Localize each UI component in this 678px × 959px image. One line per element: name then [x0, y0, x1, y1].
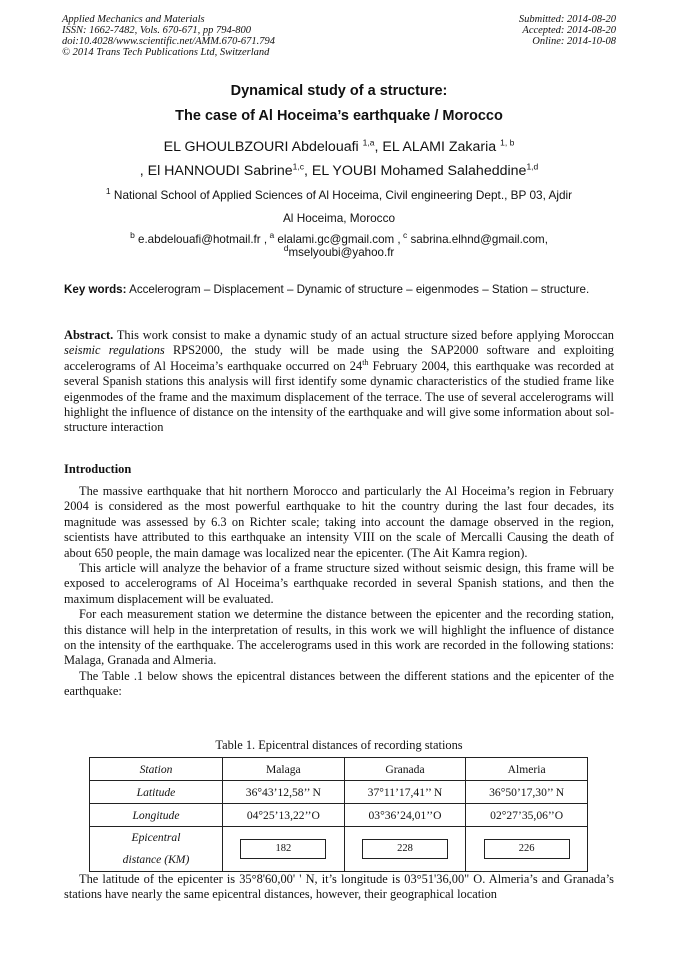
email-a: elalami.gc@gmail.com , [274, 233, 401, 246]
latitude-almeria: 36°50’17,30’’ N [466, 781, 588, 804]
submitted-date: Submitted: 2014-08-20 [518, 14, 616, 25]
email-c: sabrina.elhnd@gmail.com, [407, 233, 548, 246]
epicentral-almeria-cell [466, 827, 588, 872]
issn: ISSN: 1662-7482, Vols. 670-671, pp 794-800 [62, 25, 251, 36]
intro-paragraph-2: This article will analyze the behavior of a frame structure sized without seismic design, this frame will be exposed to accelerograms of Al Hoceima’s earthquake recorded in several Spanish stations, and then the maximum displacement will be evaluated. [64, 561, 614, 606]
copyright: © 2014 Trans Tech Publications Ltd, Switzerland [62, 47, 270, 58]
author-2-sup: 1, b [500, 137, 515, 148]
author-1: EL GHOULBZOURI Abdelouafi [163, 139, 363, 155]
intro-paragraph-4: The Table .1 below shows the epicentral distances between the different stations and the epicenter of the earthquake: [64, 668, 614, 699]
accepted-date: Accepted: 2014-08-20 [522, 25, 616, 36]
epicentral-granada: 228 [362, 839, 448, 859]
epicentral-malaga-cell [223, 827, 345, 872]
latitude-label: Latitude [90, 781, 223, 804]
post-table-text [64, 872, 614, 903]
author-4: , EL YOUBI Mohamed Salaheddine [304, 163, 527, 179]
journal-header [62, 14, 275, 58]
paper-title-line-2: The case of Al Hoceima’s earthquake / Morocco [175, 108, 503, 124]
abstract-part-2: RPS2000, the study will be made using the SAP2000 software and exploiting accelerograms of Al Hoceima’s earthquake occurred on 24 [64, 343, 614, 373]
table-row-latitude [90, 781, 588, 804]
keywords [64, 283, 614, 297]
abstract [64, 328, 614, 436]
authors-line-1 [0, 139, 678, 155]
longitude-granada: 03°36’24,01’’O [344, 804, 466, 827]
abstract-label: Abstract. [64, 328, 114, 342]
epicentral-almeria: 226 [484, 839, 570, 859]
epicentral-label-line-2: distance (KM) [122, 853, 190, 866]
abstract-part-3: February 2004, this earthquake was recorded at several Spanish stations this analysis will first identify some dynamic characteristics of the studied frame like eigenmodes of the frame and the maximum displacement of the terrace. The use of several accelerograms will highlight the influence of distance on the intensity of the earthquake and will give some information about sol-structure interaction [64, 358, 614, 435]
author-2: , EL ALAMI Zakaria [374, 139, 501, 155]
keywords-label: Key words: [64, 283, 127, 296]
email-b-sup: b [130, 230, 135, 241]
post-table-paragraph: The latitude of the epicenter is 35°8'60,00' ' N, it’s longitude is 03°51'36,00" O. Almeria’s and Granada’s stations have nearly the same epicentral distances, however, their geographical location [64, 872, 614, 902]
online-date: Online: 2014-10-08 [532, 36, 616, 47]
intro-paragraph-1: The massive earthquake that hit northern Morocco and particularly the Al Hoceima’s region in February 2004 is considered as the most powerful earthquake to hit the country during the last four decades, its magnitude was assessed by 6.3 on Richter scale; taking into account the damage observed in the region, scientists have attributed to this earthquake an intensity VIII on the scale of Mercalli Causing the death of about 650 people, the main damage was localized near the epicenter. (The Ait Kamra region). [64, 484, 614, 560]
author-1-sup: 1,a [362, 137, 375, 148]
dates-header [519, 14, 616, 47]
affiliation-sup: 1 [105, 186, 111, 197]
email-c-sup: c [400, 230, 408, 241]
affiliation-text: National School of Applied Sciences of Al Hoceima, Civil engineering Dept., BP 03, Ajdir [110, 188, 573, 202]
stations-table [89, 757, 588, 872]
email-d-sup: d [283, 243, 289, 254]
introduction-heading: Introduction [64, 462, 132, 476]
email-b: e.abdelouafi@hotmail.fr , [134, 233, 268, 246]
abstract-sup: th [362, 357, 369, 367]
authors-line-2 [0, 163, 678, 179]
email-d: mselyoubi@yahoo.fr [288, 246, 395, 259]
header-almeria: Almeria [466, 758, 588, 781]
header-station: Station [90, 758, 223, 781]
abstract-emphasis: seismic regulations [64, 343, 165, 358]
doi: doi:10.4028/www.scientific.net/AMM.670-671.794 [62, 36, 275, 47]
emails-line-1 [0, 230, 678, 246]
latitude-malaga: 36°43’12,58’’ N [223, 781, 345, 804]
author-3-sup: 1,c [292, 161, 305, 172]
longitude-almeria: 02°27’35,06’’O [466, 804, 588, 827]
affiliation-line-1 [0, 188, 678, 202]
intro-paragraph-3: For each measurement station we determine the distance between the epicenter and the recording station, this distance will help in the interpretation of results, in this work we will highlight the influence of distance on the intensity of the earthquake. The accelerograms used in this work are recorded in the following stations: Malaga, Granada and Almeria. [64, 607, 614, 668]
epicentral-granada-cell [344, 827, 466, 872]
header-granada: Granada [344, 758, 466, 781]
header-malaga: Malaga [223, 758, 345, 781]
table-caption: Table 1. Epicentral distances of recording stations [215, 738, 463, 752]
latitude-granada: 37°11’17,41’’ N [344, 781, 466, 804]
epicentral-label-line-1: Epicentral [131, 831, 181, 844]
epicentral-label [90, 827, 223, 872]
table-header-row [90, 758, 588, 781]
longitude-label: Longitude [90, 804, 223, 827]
epicentral-malaga: 182 [240, 839, 326, 859]
keywords-text: Accelerogram – Displacement – Dynamic of structure – eigenmodes – Station – structure. [126, 283, 590, 296]
table-row-epicentral [90, 827, 588, 872]
email-a-sup: a [267, 230, 275, 241]
journal-name: Applied Mechanics and Materials [62, 14, 205, 25]
author-3: , El HANNOUDI Sabrine [139, 163, 293, 179]
longitude-malaga: 04°25’13,22’’O [223, 804, 345, 827]
introduction-body [64, 484, 614, 700]
affiliation-line-2: Al Hoceima, Morocco [282, 211, 396, 225]
paper-title-line-1: Dynamical study of a structure: [230, 83, 448, 99]
table-row-longitude [90, 804, 588, 827]
abstract-part-1: This work consist to make a dynamic study of an actual structure sized before applying Moroccan [113, 328, 614, 342]
emails-line-2 [0, 243, 678, 259]
author-4-sup: 1,d [526, 161, 539, 172]
